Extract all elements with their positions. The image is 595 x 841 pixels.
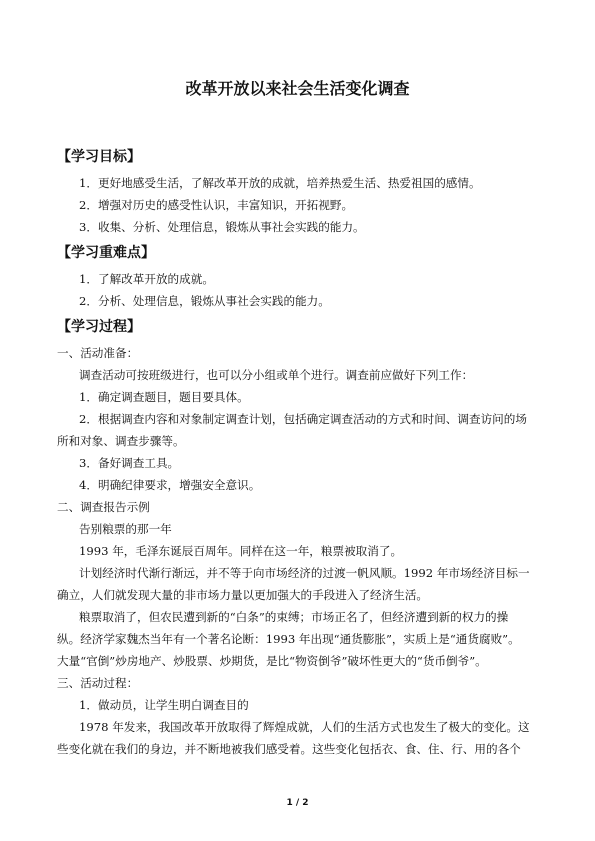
page-title: 改革开放以来社会生活变化调查 bbox=[185, 79, 410, 98]
paragraph-line: 调查活动可按班级进行，也可以分小组或单个进行。调查前应做好下列工作： bbox=[79, 368, 474, 382]
paragraph-line: 1993 年，毛泽东诞辰百周年。同样在这一年，粮票被取消了。 bbox=[79, 544, 403, 558]
list-item: 4．明确纪律要求，增强安全意识。 bbox=[79, 478, 261, 492]
goal-item: 1．更好地感受生活，了解改革开放的成就，培养热爱生活、热爱祖国的感情。 bbox=[79, 176, 481, 190]
paragraph-line: 些变化就在我们的身边，并不断地被我们感受着。这些变化包括衣、食、住、行、用的各个 bbox=[57, 742, 521, 756]
goals-heading: 【学习目标】 bbox=[57, 149, 141, 165]
paragraph-line: 1978 年发来，我国改革开放取得了辉煌成就，人们的生活方式也发生了极大的变化。这 bbox=[79, 720, 530, 734]
paragraph-line: 大量“官倒”炒房地产、炒股票、炒期货，是比“物资倒爷”破坏性更大的“货币倒爷”。 bbox=[57, 654, 487, 668]
paragraph-line: 所和对象、调查步骤等。 bbox=[57, 434, 185, 448]
list-item: 3．备好调查工具。 bbox=[79, 456, 180, 470]
list-item: 2．根据调查内容和对象制定调查计划，包括确定调查活动的方式和时间、调查访问的场 bbox=[79, 412, 527, 426]
paragraph-line: 确立，人们就发现大量的非市场力量以更加强大的手段进入了经济生活。 bbox=[57, 588, 429, 602]
example-title: 告别粮票的那一年 bbox=[79, 522, 172, 536]
process-heading: 【学习过程】 bbox=[57, 319, 141, 335]
paragraph-line: 粮票取消了，但农民遭到新的“白条”的束缚；市场正名了，但经济遭到新的权力的操 bbox=[79, 610, 509, 624]
list-item: 1．确定调查题目，题目要具体。 bbox=[79, 390, 249, 404]
page-number: 1 / 2 bbox=[286, 798, 309, 808]
section-label: 一、活动准备： bbox=[57, 346, 139, 360]
section-label: 三、活动过程： bbox=[57, 676, 139, 690]
key-heading: 【学习重难点】 bbox=[57, 245, 155, 261]
list-item: 1．做动员，让学生明白调查目的 bbox=[79, 698, 249, 712]
paragraph-line: 计划经济时代渐行渐远，并不等于向市场经济的过渡一帆风顺。1992 年市场经济目标一 bbox=[79, 566, 530, 580]
goal-item: 2．增强对历史的感受性认识，丰富知识，开拓视野。 bbox=[79, 198, 354, 212]
key-item: 2．分析、处理信息，锻炼从事社会实践的能力。 bbox=[79, 294, 330, 308]
paragraph-line: 纵。经济学家魏杰当年有一个著名论断：1993 年出现“通货膨胀”，实质上是“通货腐败”。 bbox=[57, 632, 520, 646]
key-item: 1．了解改革开放的成就。 bbox=[79, 272, 214, 286]
section-label: 二、调查报告示例 bbox=[57, 500, 150, 514]
goal-item: 3．收集、分析、处理信息，锻炼从事社会实践的能力。 bbox=[79, 220, 365, 234]
